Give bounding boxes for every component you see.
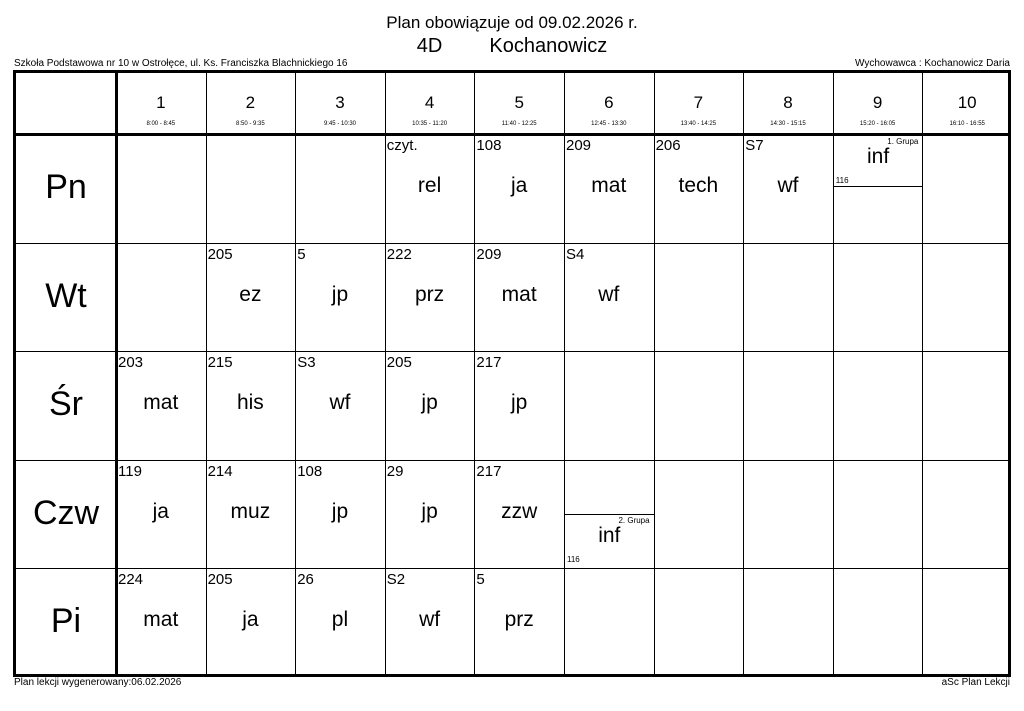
- subject: wf: [329, 391, 351, 415]
- lesson-cell: [385, 351, 475, 460]
- period-number: 5: [514, 93, 524, 112]
- lesson-cell: [116, 351, 206, 460]
- period-time: 13:40 - 14:25: [680, 121, 717, 127]
- lesson-cell: [206, 568, 296, 677]
- lesson-cell: [116, 460, 206, 569]
- subject: mat: [591, 174, 627, 197]
- lesson-cell: [116, 568, 206, 677]
- room: 224: [118, 571, 144, 589]
- lesson-cell: [474, 568, 564, 677]
- subject: inf: [598, 523, 621, 547]
- subject: mat: [143, 608, 179, 632]
- period-number: 1: [156, 93, 166, 112]
- period-number: 6: [604, 93, 614, 112]
- timetable-grid: [13, 70, 1011, 677]
- period-time: 15:20 - 16:05: [859, 121, 896, 127]
- lesson-cell: [295, 568, 385, 677]
- room: czyt.: [386, 137, 418, 154]
- period-header: [564, 73, 654, 134]
- lesson-cell: [206, 243, 296, 352]
- subject: ez: [239, 282, 262, 306]
- subject: wf: [419, 608, 441, 632]
- subject: muz: [230, 499, 271, 523]
- lesson-cell: [295, 243, 385, 352]
- room: 205: [207, 571, 233, 589]
- period-number: 7: [693, 93, 704, 112]
- period-number: 4: [424, 93, 435, 112]
- subject: jp: [331, 282, 349, 306]
- period-time: 8:00 - 8:45: [146, 121, 176, 127]
- homeroom-teacher: Wychowawca : Kochanowicz Daria: [855, 58, 1010, 69]
- period-time: 9:45 - 10:30: [323, 121, 356, 127]
- room: S3: [297, 354, 316, 372]
- generated-date: Plan lekcji wygenerowany:06.02.2026: [14, 677, 182, 688]
- school-name: Szkoła Podstawowa nr 10 w Ostrołęce, ul. Ks. Franciszka Blachnickiego 16: [14, 58, 348, 69]
- room: 26: [297, 571, 314, 589]
- lesson-cell: [474, 460, 564, 569]
- room: 108: [297, 462, 323, 480]
- day-name: Pn: [45, 168, 87, 206]
- period-header: [385, 73, 475, 134]
- room: S7: [745, 137, 764, 154]
- period-time: 11:40 - 12:25: [501, 121, 537, 127]
- room: 116: [567, 554, 580, 564]
- period-number: 2: [245, 93, 256, 112]
- subject: tech: [678, 174, 719, 197]
- day-name: Śr: [49, 385, 83, 424]
- subject: inf: [867, 145, 890, 168]
- lesson-cell: [385, 243, 475, 352]
- subject: prz: [415, 282, 445, 306]
- room: 217: [476, 462, 502, 480]
- subject: jp: [511, 391, 528, 415]
- class-title: [0, 35, 1024, 58]
- lesson-cell: [743, 134, 833, 243]
- lesson-cell: [474, 351, 564, 460]
- period-header: [295, 73, 385, 134]
- period-header: [654, 73, 744, 134]
- split-lesson: [565, 514, 654, 565]
- room: 29: [386, 462, 404, 480]
- lesson-cell: [474, 134, 564, 243]
- period-time: 14:30 - 15:15: [770, 121, 806, 127]
- subject: mat: [501, 282, 537, 306]
- lesson-cell: [206, 460, 296, 569]
- subject: prz: [504, 608, 534, 632]
- room: 205: [207, 245, 233, 263]
- day-name: Wt: [45, 276, 87, 315]
- room: 209: [566, 137, 592, 154]
- period-number: 10: [957, 93, 977, 112]
- room: 5: [476, 571, 485, 589]
- period-number: 3: [335, 93, 345, 112]
- room: S4: [566, 245, 585, 263]
- period-time: 12:45 - 13:30: [591, 121, 627, 127]
- subject: jp: [421, 391, 438, 415]
- lesson-cell: [295, 460, 385, 569]
- grid-line: [922, 73, 923, 674]
- subject: his: [236, 391, 264, 415]
- lesson-cell: [474, 243, 564, 352]
- period-header: [922, 73, 1012, 134]
- room: 5: [297, 245, 306, 263]
- lesson-cell: [385, 568, 475, 677]
- period-header: [116, 73, 206, 134]
- subject: ja: [242, 608, 259, 632]
- period-header: [743, 73, 833, 134]
- room: S2: [386, 571, 406, 589]
- room: 116: [835, 176, 849, 185]
- room: 119: [118, 462, 142, 480]
- subject: wf: [777, 174, 799, 197]
- room: 222: [386, 245, 412, 263]
- lesson-cell: [385, 134, 475, 243]
- room: 214: [207, 462, 233, 480]
- app-name: aSc Plan Lekcji: [941, 677, 1010, 688]
- subject: ja: [511, 174, 528, 197]
- room: 205: [386, 354, 412, 372]
- lesson-cell: [385, 460, 475, 569]
- room: 215: [207, 354, 233, 372]
- subject: jp: [331, 499, 349, 523]
- lesson-cell: [206, 351, 296, 460]
- period-header: [206, 73, 296, 134]
- period-number: 9: [872, 93, 883, 112]
- room: 209: [476, 245, 502, 263]
- period-header: [833, 73, 923, 134]
- lesson-cell: [654, 134, 744, 243]
- subject: pl: [331, 608, 349, 632]
- period-time: 16:10 - 16:55: [949, 121, 985, 127]
- room: 217: [476, 354, 502, 372]
- room: 206: [655, 137, 681, 154]
- room: 203: [118, 354, 144, 372]
- subject: rel: [417, 174, 442, 197]
- subject: wf: [598, 282, 620, 306]
- class-name: 4D: [416, 35, 443, 57]
- lesson-cell: [564, 243, 654, 352]
- subject: zzw: [501, 499, 538, 523]
- subject: mat: [143, 391, 179, 415]
- class-label: Kochanowicz: [489, 35, 608, 57]
- group-label: 2. Grupa: [618, 515, 650, 525]
- plan-valid-from: Plan obowiązuje od 09.02.2026 r.: [386, 13, 638, 32]
- period-time: 8:50 - 9:35: [236, 121, 265, 127]
- lesson-cell: [564, 134, 654, 243]
- subject: ja: [152, 499, 169, 523]
- period-time: 10:35 - 11:20: [412, 121, 448, 127]
- day-name: Pi: [50, 602, 82, 641]
- period-number: 8: [783, 93, 793, 112]
- lesson-cell: [295, 351, 385, 460]
- group-label: 1. Grupa: [887, 137, 919, 146]
- subject: jp: [421, 499, 438, 523]
- day-name: Czw: [32, 493, 100, 532]
- room: 108: [476, 137, 502, 154]
- period-header: [474, 73, 564, 134]
- split-lesson: [834, 136, 923, 187]
